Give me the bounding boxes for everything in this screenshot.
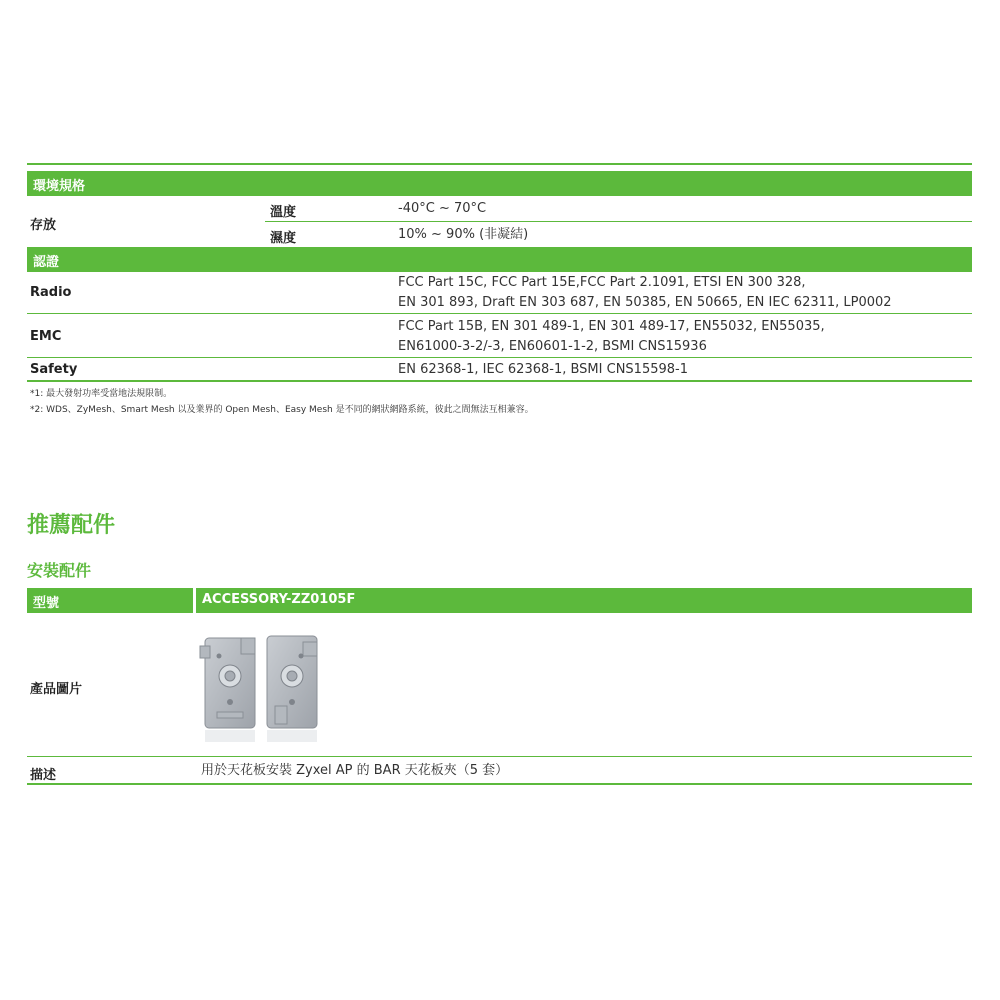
description-value: 用於天花板安裝 Zyxel AP 的 BAR 天花板夾（5 套） xyxy=(201,763,509,778)
ceiling-clip-image xyxy=(195,628,325,748)
row-divider xyxy=(27,357,972,358)
mounting-subtitle: 安裝配件 xyxy=(27,561,92,580)
description-label: 描述 xyxy=(30,768,57,783)
model-value-cell xyxy=(196,588,972,613)
footnote-1: *1: 最大發射功率受當地法規限制。 xyxy=(30,389,173,399)
radio-value-line1: FCC Part 15C, FCC Part 15E,FCC Part 2.1091, ETSI EN 300 328, xyxy=(398,275,806,290)
accessories-title: 推薦配件 xyxy=(27,513,116,538)
humidity-value: 10% ~ 90% (非凝結) xyxy=(398,227,529,242)
model-label-cell xyxy=(27,588,193,613)
emc-value-line1: FCC Part 15B, EN 301 489-1, EN 301 489-17, EN55032, EN55035, xyxy=(398,319,825,334)
safety-value: EN 62368-1, IEC 62368-1, BSMI CNS15598-1 xyxy=(398,362,688,377)
product-image-label: 產品圖片 xyxy=(30,682,83,697)
humidity-label: 濕度 xyxy=(270,231,297,246)
temperature-label: 溫度 xyxy=(270,205,297,220)
radio-value-line2: EN 301 893, Draft EN 303 687, EN 50385, EN 50665, EN IEC 62311, LP0002 xyxy=(398,295,892,310)
env-section-header xyxy=(27,171,972,196)
cert-bottom-divider xyxy=(27,380,972,382)
row-divider xyxy=(27,756,972,757)
env-header-label: 環境規格 xyxy=(33,179,86,194)
emc-label: EMC xyxy=(30,329,62,344)
model-value: ACCESSORY-ZZ0105F xyxy=(202,592,356,607)
row-divider xyxy=(265,221,972,222)
storage-label: 存放 xyxy=(30,218,57,233)
footnote-2: *2: WDS、ZyMesh、Smart Mesh 以及業界的 Open Mesh、Easy Mesh 是不同的網狀網路系統，彼此之間無法互相兼容。 xyxy=(30,405,534,415)
emc-value-line2: EN61000-3-2/-3, EN60601-1-2, BSMI CNS15936 xyxy=(398,339,707,354)
cert-section-header xyxy=(27,247,972,272)
temperature-value: -40°C ~ 70°C xyxy=(398,201,487,216)
accessories-bottom-divider xyxy=(27,783,972,785)
top-divider xyxy=(27,163,972,165)
model-label: 型號 xyxy=(33,596,60,611)
cert-header-label: 認證 xyxy=(33,255,60,270)
safety-label: Safety xyxy=(30,362,78,377)
row-divider xyxy=(27,313,972,314)
radio-label: Radio xyxy=(30,285,72,300)
